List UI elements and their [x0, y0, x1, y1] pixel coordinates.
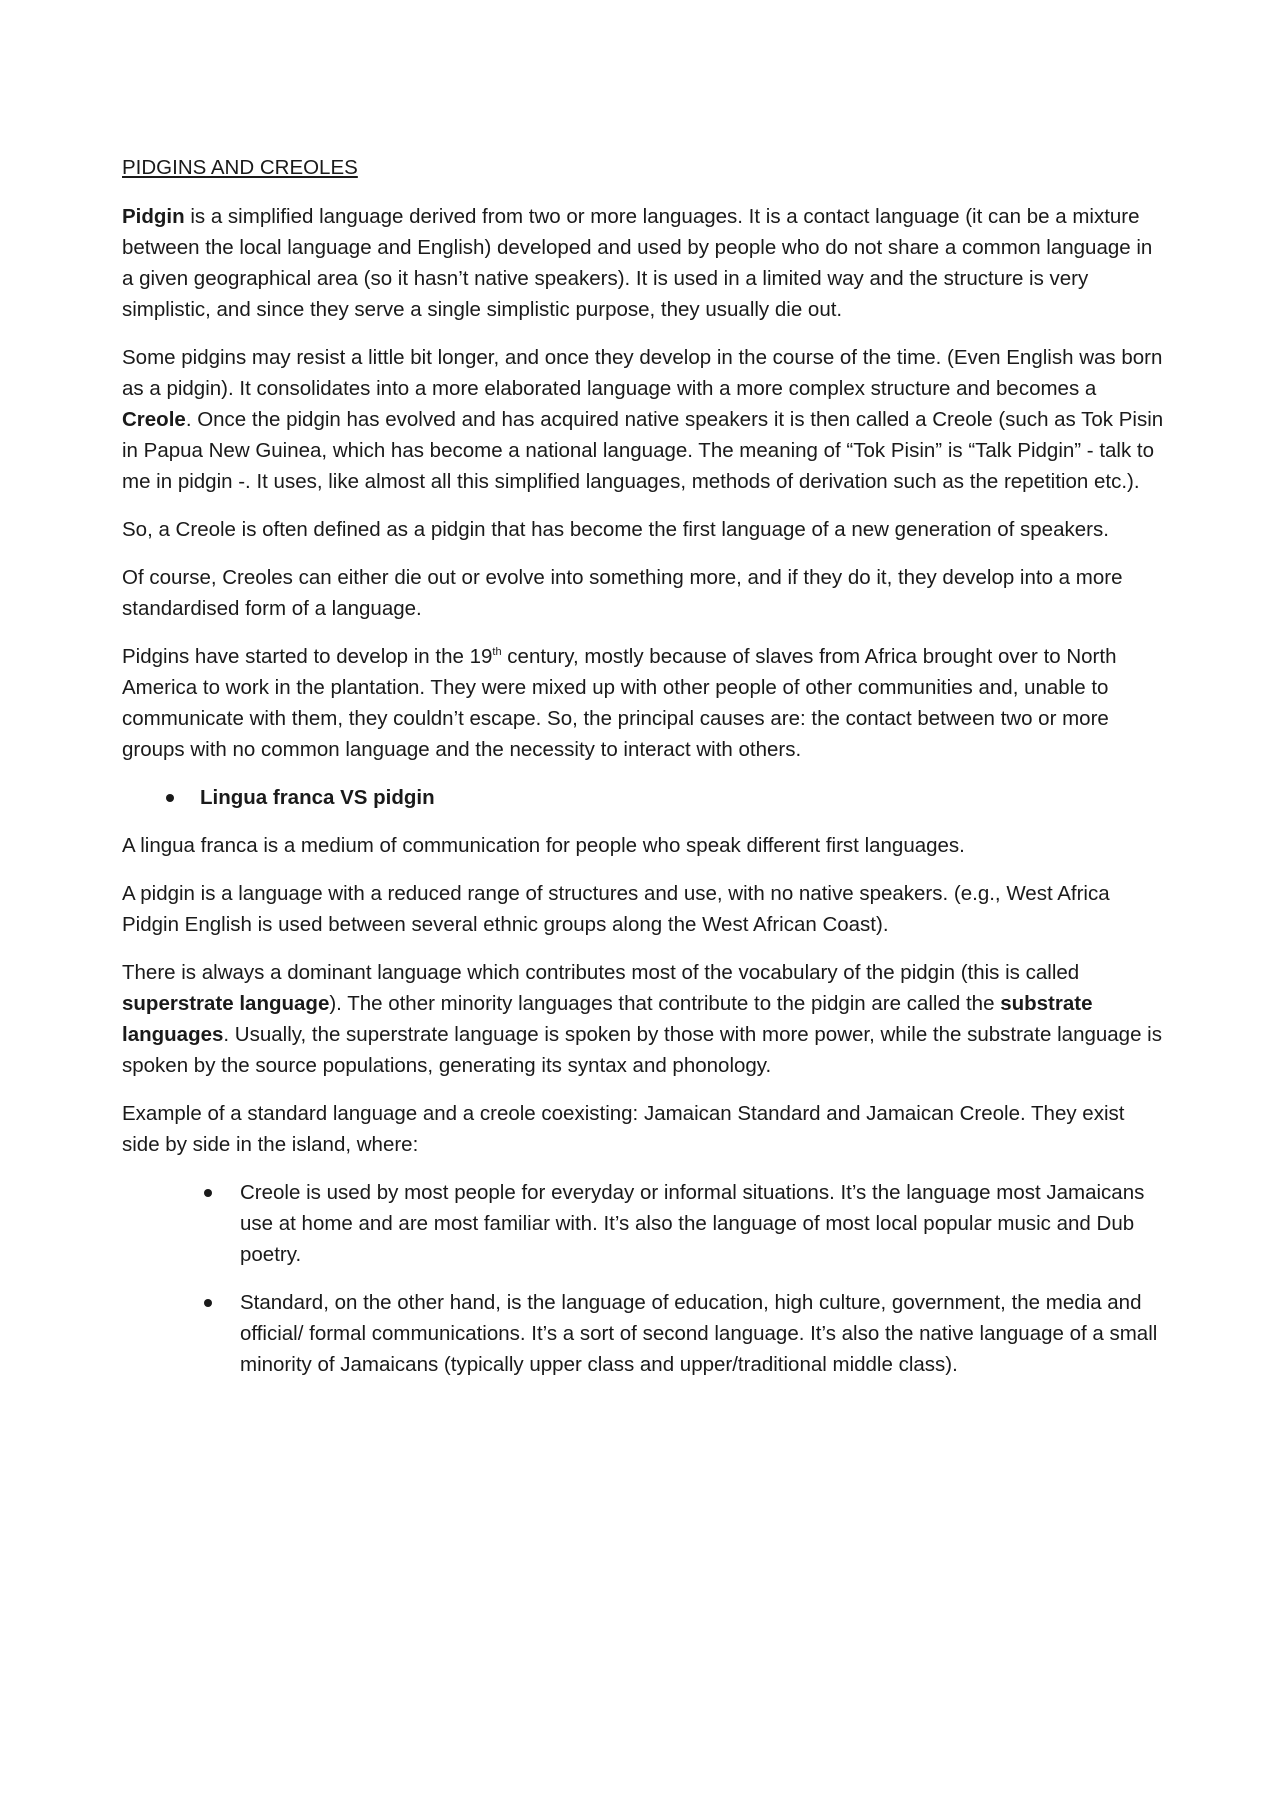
paragraph-text: . Usually, the superstrate language is spoken by those with more power, while the substrate language is spoken by the source populations, generating its syntax and phonology.: [122, 1023, 1162, 1077]
term-substrate: substrate languages: [122, 992, 1093, 1046]
section-heading-lingua-franca: [122, 782, 1167, 813]
document-title: PIDGINS AND CREOLES: [122, 156, 358, 179]
term-superstrate: superstrate language: [122, 992, 330, 1015]
ordinal-suffix: th: [492, 646, 502, 659]
term-creole: Creole: [122, 408, 186, 431]
paragraph-text: century, mostly because of slaves from Africa brought over to North America to work in the plantation. They were mixed up with other people of other communities and, unable to communicate with them, they couldn’t escape. So, the principal causes are: the contact between two or more groups with no common language and the necessity to interact with others.: [122, 645, 1117, 761]
document-page: [122, 152, 1167, 1397]
paragraph-text: . Once the pidgin has evolved and has acquired native speakers it is then called a Creole (such as Tok Pisin in Papua New Guinea, which has become a national language. The meaning of “Tok Pisin” is “Talk Pidgin” - talk to me in pidgin -. It uses, like almost all this simplified languages, methods of derivation such as the repetition etc.).: [122, 408, 1164, 493]
paragraph-jamaica-example: Example of a standard language and a creole coexisting: Jamaican Standard and Jamaican Creole. They exist side by side in the island, where:: [122, 1102, 1125, 1156]
bullet-icon: [204, 1189, 212, 1197]
paragraph-pidgin-definition: [122, 201, 1167, 325]
bullet-icon: [204, 1299, 212, 1307]
paragraph-pidgin-history: [122, 641, 1167, 765]
list-item: [122, 1287, 1167, 1380]
section-heading-text: Lingua franca VS pidgin: [200, 786, 435, 809]
jamaica-bullet-list: [122, 1177, 1167, 1380]
paragraph-creole-outcomes: Of course, Creoles can either die out or evolve into something more, and if they do it, they develop into a more standardised form of a language.: [122, 566, 1123, 620]
paragraph-text: is a simplified language derived from two or more languages. It is a contact language (it can be a mixture between the local language and English) developed and used by people who do not share a common language in a given geographical area (so it hasn’t native speakers). It is used in a limited way and the structure is very simplistic, and since they serve a single simplistic purpose, they usually die out.: [122, 205, 1153, 321]
paragraph-creole-definition: So, a Creole is often defined as a pidgin that has become the first language of a new generation of speakers.: [122, 518, 1109, 541]
term-pidgin: Pidgin: [122, 205, 185, 228]
list-item-text: Creole is used by most people for everyday or informal situations. It’s the language most Jamaicans use at home and are most familiar with. It’s also the language of most local popular music and Dub poetry.: [240, 1181, 1145, 1266]
paragraph-lingua-franca-definition: A lingua franca is a medium of communication for people who speak different first languages.: [122, 834, 965, 857]
paragraph-text: ). The other minority languages that contribute to the pidgin are called the: [329, 992, 1001, 1015]
paragraph-text: Some pidgins may resist a little bit longer, and once they develop in the course of the time. (Even English was born as a pidgin). It consolidates into a more elaborated language with a more complex structure and becomes a: [122, 346, 1163, 400]
paragraph-pidgin-structure: A pidgin is a language with a reduced range of structures and use, with no native speakers. (e.g., West Africa Pidgin English is used between several ethnic groups along the West African Coast).: [122, 882, 1110, 936]
list-item: [122, 1177, 1167, 1270]
list-item-text: Standard, on the other hand, is the language of education, high culture, government, the media and official/ formal communications. It’s a sort of second language. It’s also the native language of a small minority of Jamaicans (typically upper class and upper/traditional middle class).: [240, 1291, 1158, 1376]
paragraph-text: There is always a dominant language which contributes most of the vocabulary of the pidgin (this is called: [122, 961, 1080, 984]
paragraph-text: Pidgins have started to develop in the 19: [122, 645, 493, 668]
paragraph-superstrate-substrate: [122, 957, 1167, 1081]
bullet-icon: [166, 794, 174, 802]
paragraph-creole-evolution: [122, 342, 1167, 497]
